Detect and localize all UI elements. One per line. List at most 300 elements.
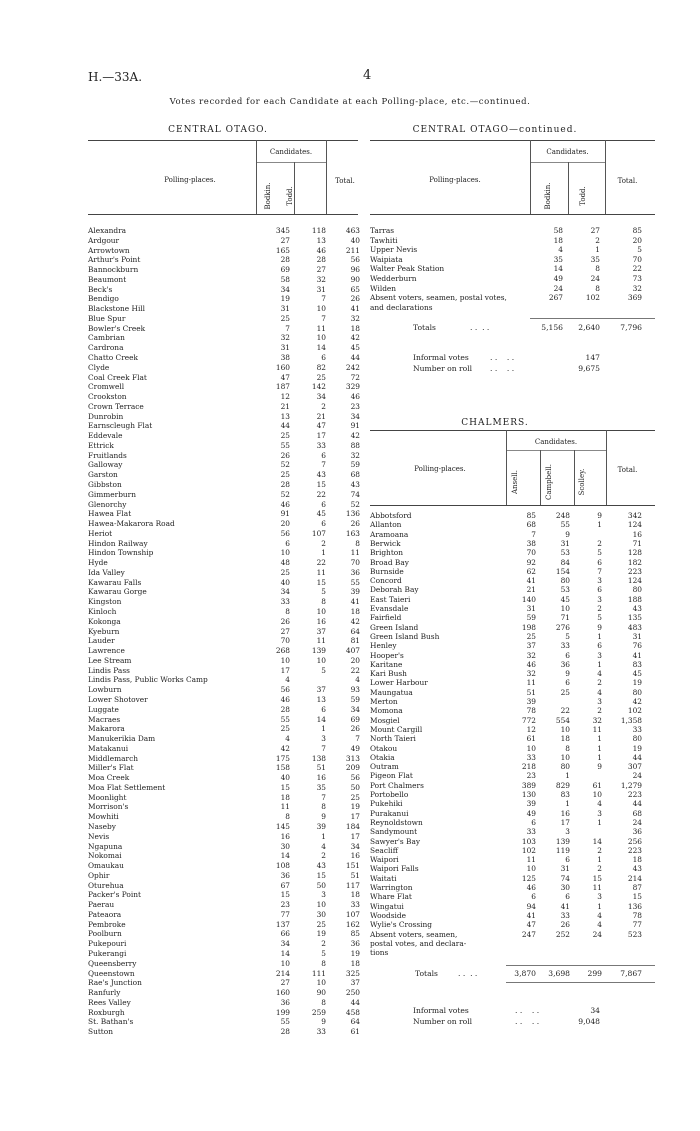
table-row bbox=[88, 402, 363, 411]
table-row bbox=[88, 558, 363, 567]
votes-todd: 2 bbox=[321, 538, 326, 548]
votes-bodkin: 28 bbox=[280, 704, 290, 714]
polling-place-name: East Taieri bbox=[370, 594, 411, 604]
votes-campbell: 53 bbox=[560, 548, 570, 558]
votes-todd: 90 bbox=[316, 988, 326, 998]
table-row bbox=[370, 632, 655, 641]
votes-scolley: 1 bbox=[597, 520, 602, 530]
table-row bbox=[370, 939, 655, 948]
votes-todd: 27 bbox=[590, 226, 600, 235]
votes-todd: 25 bbox=[316, 919, 326, 929]
votes-total: 59 bbox=[350, 460, 360, 470]
votes-bodkin: 137 bbox=[275, 919, 290, 929]
votes-ansell: 51 bbox=[526, 687, 536, 697]
votes-total: 16 bbox=[350, 851, 360, 861]
votes-total: 42 bbox=[350, 333, 360, 343]
votes-bodkin: 48 bbox=[280, 558, 290, 568]
votes-todd: 33 bbox=[316, 440, 326, 450]
polling-place-name: Waipiata bbox=[370, 254, 403, 264]
votes-total: 36 bbox=[350, 567, 360, 577]
votes-bodkin: 23 bbox=[280, 900, 290, 910]
votes-todd: 2 bbox=[321, 401, 326, 411]
votes-total: 32 bbox=[632, 283, 642, 293]
table-row bbox=[88, 519, 363, 528]
polling-place-name: Fairfield bbox=[370, 613, 402, 623]
polling-place-name: Moa Flat Settlement bbox=[88, 782, 166, 792]
votes-total: 39 bbox=[350, 587, 360, 597]
table-row bbox=[88, 900, 363, 909]
votes-scolley: 1 bbox=[597, 901, 602, 911]
votes-ansell: 125 bbox=[521, 873, 536, 883]
page-caption: Votes recorded for each Candidate at each Polling-place, etc.—continued. bbox=[169, 97, 531, 107]
votes-bodkin: 8 bbox=[285, 812, 290, 822]
table-row bbox=[88, 754, 363, 763]
table-row bbox=[370, 678, 655, 687]
informal-votes-label: Informal votes bbox=[413, 353, 469, 362]
polling-place-name: Dunrobin bbox=[88, 411, 124, 421]
column-header-candidates: Candidates. bbox=[269, 148, 313, 156]
votes-scolley: 32 bbox=[592, 715, 602, 725]
polling-place-name: Broad Bay bbox=[370, 557, 409, 567]
votes-todd: 10 bbox=[316, 900, 326, 910]
votes-total: 369 bbox=[627, 293, 642, 303]
table-row bbox=[88, 969, 363, 978]
votes-bodkin: 55 bbox=[280, 714, 290, 724]
table-row bbox=[88, 607, 363, 616]
polling-place-name: Pukepouri bbox=[88, 939, 127, 949]
polling-place-name: Brighton bbox=[370, 548, 403, 558]
polling-place-name: Warrington bbox=[370, 883, 413, 892]
polling-place-name: Lower Harbour bbox=[370, 678, 428, 688]
votes-bodkin: 268 bbox=[275, 646, 290, 656]
votes-total: 85 bbox=[632, 226, 642, 235]
votes-total: 136 bbox=[345, 509, 360, 519]
polling-place-name: Pateaora bbox=[88, 909, 122, 919]
polling-place-name: St. Bathan's bbox=[88, 1017, 134, 1027]
table-row bbox=[88, 978, 363, 987]
votes-total: 17 bbox=[350, 831, 360, 841]
votes-bodkin: 25 bbox=[280, 313, 290, 323]
table-row bbox=[88, 744, 363, 753]
polling-place-name: Miller's Flat bbox=[88, 763, 134, 773]
polling-place-name: Clyde bbox=[88, 362, 110, 372]
polling-place-name: Chatto Creek bbox=[88, 353, 138, 362]
column-header-scolley: Scolley. bbox=[578, 468, 586, 496]
votes-campbell: 22 bbox=[560, 706, 570, 716]
table-row bbox=[88, 627, 363, 636]
votes-bodkin: 25 bbox=[280, 470, 290, 480]
votes-ansell: 78 bbox=[526, 706, 536, 716]
table-row bbox=[88, 773, 363, 782]
votes-total: 80 bbox=[632, 687, 642, 697]
votes-total: 22 bbox=[350, 665, 360, 675]
polling-place-name: Glenorchy bbox=[88, 499, 127, 509]
votes-total: 188 bbox=[627, 594, 642, 604]
votes-todd: 45 bbox=[316, 509, 326, 519]
polling-place-name: and declarations bbox=[370, 302, 433, 312]
votes-total: 52 bbox=[350, 499, 360, 509]
votes-scolley: 1 bbox=[597, 631, 602, 641]
votes-total: 87 bbox=[632, 883, 642, 892]
table-row bbox=[370, 660, 655, 669]
votes-campbell: 9 bbox=[565, 669, 570, 679]
votes-total: 40 bbox=[350, 235, 360, 245]
votes-todd: 11 bbox=[316, 323, 326, 333]
votes-todd: 50 bbox=[316, 880, 326, 890]
votes-total: 223 bbox=[627, 790, 642, 799]
votes-campbell: 31 bbox=[560, 864, 570, 874]
polling-place-name: Coal Creek Flat bbox=[88, 372, 147, 382]
votes-bodkin: 4 bbox=[285, 734, 290, 744]
votes-bodkin: 10 bbox=[280, 655, 290, 665]
number-on-roll-label: Number on roll bbox=[413, 1017, 473, 1026]
votes-campbell: 10 bbox=[560, 752, 570, 762]
polling-place-name: Kokonga bbox=[88, 616, 121, 626]
polling-place-name: Garston bbox=[88, 470, 118, 480]
votes-campbell: 139 bbox=[555, 836, 570, 846]
polling-place-name: Kawarau Gorge bbox=[88, 587, 147, 597]
votes-total: 61 bbox=[350, 1027, 360, 1037]
table-row bbox=[88, 333, 363, 342]
votes-total: 64 bbox=[350, 626, 360, 636]
votes-total: 91 bbox=[350, 421, 360, 431]
votes-ansell: 130 bbox=[521, 790, 536, 799]
table-row bbox=[88, 480, 363, 489]
votes-todd: 11 bbox=[316, 636, 326, 646]
votes-bodkin: 165 bbox=[275, 245, 290, 255]
table-row bbox=[370, 613, 655, 622]
votes-total: 209 bbox=[345, 763, 360, 773]
table-row bbox=[370, 846, 655, 855]
votes-todd: 16 bbox=[316, 773, 326, 783]
votes-todd: 27 bbox=[316, 265, 326, 275]
number-on-roll-label: Number on roll bbox=[413, 364, 473, 373]
polling-place-name: postal votes, and declara- bbox=[370, 938, 467, 948]
votes-campbell: 1 bbox=[565, 799, 570, 809]
votes-scolley: 9 bbox=[597, 622, 602, 632]
table-row bbox=[370, 623, 655, 632]
table-row bbox=[88, 617, 363, 626]
votes-ansell: 102 bbox=[521, 845, 536, 855]
votes-ansell: 85 bbox=[526, 511, 536, 520]
votes-bodkin: 67 bbox=[280, 880, 290, 890]
votes-todd: 1 bbox=[321, 724, 326, 734]
polling-place-name: Lawrence bbox=[88, 646, 125, 656]
polling-place-name: Wedderburn bbox=[370, 274, 417, 283]
votes-bodkin: 27 bbox=[280, 626, 290, 636]
votes-bodkin: 30 bbox=[280, 841, 290, 851]
table-row bbox=[370, 771, 655, 780]
polling-place-name: Kari Bush bbox=[370, 669, 407, 679]
votes-scolley: 3 bbox=[597, 594, 602, 604]
table-row bbox=[88, 861, 363, 870]
table-row bbox=[370, 641, 655, 650]
votes-todd: 10 bbox=[316, 607, 326, 617]
polling-place-name: Rae's Junction bbox=[88, 978, 142, 988]
votes-ansell: 41 bbox=[526, 910, 536, 920]
votes-bodkin: 24 bbox=[553, 283, 563, 293]
votes-bodkin: 11 bbox=[280, 802, 290, 812]
votes-total: 19 bbox=[632, 743, 642, 753]
votes-ansell: 49 bbox=[526, 808, 536, 818]
votes-total: 5 bbox=[637, 245, 642, 255]
votes-todd: 6 bbox=[321, 450, 326, 460]
votes-total: 463 bbox=[345, 226, 360, 235]
polling-place-name: Aramoana bbox=[370, 529, 409, 539]
votes-bodkin: 10 bbox=[280, 548, 290, 558]
votes-total: 458 bbox=[345, 1007, 360, 1017]
votes-bodkin: 4 bbox=[558, 245, 563, 255]
votes-campbell: 16 bbox=[560, 808, 570, 818]
table-row bbox=[88, 324, 363, 333]
votes-total: 211 bbox=[345, 245, 360, 255]
votes-total: 7 bbox=[355, 734, 360, 744]
votes-total: 41 bbox=[350, 597, 360, 607]
polling-place-name: Galloway bbox=[88, 460, 123, 470]
table-row bbox=[370, 818, 655, 827]
table-row bbox=[370, 744, 655, 753]
table-row bbox=[88, 548, 363, 557]
polling-place-name: Hindon Railway bbox=[88, 538, 148, 548]
votes-ansell: 47 bbox=[526, 920, 536, 930]
votes-campbell: 154 bbox=[555, 566, 570, 576]
table-row bbox=[88, 871, 363, 880]
votes-total: 523 bbox=[627, 929, 642, 939]
votes-total: 36 bbox=[350, 939, 360, 949]
votes-ansell: 198 bbox=[521, 622, 536, 632]
votes-bodkin: 69 bbox=[280, 265, 290, 275]
votes-todd: 3 bbox=[321, 734, 326, 744]
table-row bbox=[88, 842, 363, 851]
polling-place-name: Bendigo bbox=[88, 294, 119, 304]
table-row bbox=[370, 781, 655, 790]
table-row bbox=[88, 363, 363, 372]
table-row bbox=[88, 910, 363, 919]
votes-campbell: 45 bbox=[560, 594, 570, 604]
table-row bbox=[88, 636, 363, 645]
column-header-candidates: Candidates. bbox=[534, 438, 578, 446]
votes-bodkin: 32 bbox=[280, 333, 290, 343]
votes-todd: 31 bbox=[316, 284, 326, 294]
table-row bbox=[370, 837, 655, 846]
votes-total: 18 bbox=[350, 607, 360, 617]
votes-total: 68 bbox=[632, 808, 642, 818]
table-row bbox=[88, 763, 363, 772]
votes-total: 32 bbox=[350, 313, 360, 323]
table-row bbox=[370, 567, 655, 576]
votes-total: 162 bbox=[345, 919, 360, 929]
votes-total: 214 bbox=[627, 873, 642, 883]
votes-todd: 9 bbox=[321, 1017, 326, 1027]
votes-total: 55 bbox=[350, 577, 360, 587]
table-row bbox=[370, 293, 655, 302]
votes-bodkin: 8 bbox=[285, 607, 290, 617]
table-row bbox=[88, 587, 363, 596]
votes-todd: 43 bbox=[316, 470, 326, 480]
votes-ansell: 92 bbox=[526, 557, 536, 567]
votes-campbell: 6 bbox=[565, 855, 570, 865]
table-row bbox=[88, 304, 363, 313]
polling-place-name: Cambrian bbox=[88, 333, 125, 343]
votes-total: 41 bbox=[350, 304, 360, 314]
votes-todd: 1 bbox=[321, 831, 326, 841]
votes-total: 43 bbox=[350, 480, 360, 490]
votes-ansell: 33 bbox=[526, 827, 536, 837]
polling-place-name: Tawhiti bbox=[370, 235, 398, 245]
votes-campbell: 18 bbox=[560, 734, 570, 744]
polling-place-name: Sandymount bbox=[370, 827, 418, 837]
table-row bbox=[370, 539, 655, 548]
votes-todd: 8 bbox=[595, 264, 600, 274]
votes-scolley: 4 bbox=[597, 687, 602, 697]
votes-bodkin: 46 bbox=[280, 694, 290, 704]
table-row bbox=[88, 275, 363, 284]
chalmers-title: CHALMERS. bbox=[461, 418, 529, 428]
votes-campbell: 30 bbox=[560, 883, 570, 892]
votes-ansell: 46 bbox=[526, 659, 536, 669]
votes-campbell: 252 bbox=[555, 929, 570, 939]
votes-todd: 46 bbox=[316, 245, 326, 255]
number-on-roll-value: 9,048 bbox=[578, 1017, 600, 1026]
polling-place-name: Kinloch bbox=[88, 607, 117, 617]
polling-place-name: Sawyer's Bay bbox=[370, 836, 421, 846]
totals-todd: 2,640 bbox=[578, 323, 600, 332]
votes-campbell: 6 bbox=[565, 650, 570, 660]
table-row bbox=[370, 827, 655, 836]
polling-place-name: Seacliff bbox=[370, 845, 398, 855]
polling-place-name: Ngapuna bbox=[88, 841, 123, 851]
votes-total: 313 bbox=[345, 753, 360, 763]
votes-ansell: 10 bbox=[526, 743, 536, 753]
polling-place-name: Hooper's bbox=[370, 650, 404, 660]
table-row bbox=[88, 421, 363, 430]
polling-place-name: Queensberry bbox=[88, 958, 137, 968]
table-row bbox=[88, 246, 363, 255]
votes-bodkin: 91 bbox=[280, 509, 290, 519]
number-on-roll-value: 9,675 bbox=[578, 364, 600, 373]
votes-bodkin: 214 bbox=[275, 968, 290, 978]
table-row bbox=[370, 762, 655, 771]
votes-bodkin: 14 bbox=[553, 264, 563, 274]
votes-bodkin: 77 bbox=[280, 909, 290, 919]
votes-total: 18 bbox=[350, 890, 360, 900]
votes-ansell: 10 bbox=[526, 864, 536, 874]
polling-place-name: Upper Nevis bbox=[370, 245, 418, 255]
votes-todd: 139 bbox=[311, 646, 326, 656]
polling-place-name: Rees Valley bbox=[88, 997, 131, 1007]
votes-bodkin: 31 bbox=[280, 304, 290, 314]
votes-total: 256 bbox=[627, 836, 642, 846]
votes-total: 342 bbox=[627, 511, 642, 520]
votes-total: 124 bbox=[627, 576, 642, 586]
table-row bbox=[88, 412, 363, 421]
polling-place-name: Kawarau Falls bbox=[88, 577, 142, 587]
votes-total: 51 bbox=[350, 870, 360, 880]
table-row bbox=[370, 688, 655, 697]
votes-bodkin: 26 bbox=[280, 616, 290, 626]
votes-scolley: 3 bbox=[597, 808, 602, 818]
table-row bbox=[88, 441, 363, 450]
votes-scolley: 14 bbox=[592, 836, 602, 846]
polling-place-name: Beck's bbox=[88, 284, 113, 294]
polling-place-name: Momona bbox=[370, 706, 403, 716]
votes-campbell: 276 bbox=[555, 622, 570, 632]
table-row bbox=[370, 595, 655, 604]
polling-place-name: Ophir bbox=[88, 870, 110, 880]
table-row bbox=[370, 255, 655, 264]
votes-total: 33 bbox=[350, 900, 360, 910]
votes-total: 45 bbox=[350, 343, 360, 353]
votes-total: 26 bbox=[350, 519, 360, 529]
votes-bodkin: 46 bbox=[280, 499, 290, 509]
votes-ansell: 11 bbox=[526, 678, 536, 688]
totals-scolley: 299 bbox=[587, 969, 602, 978]
votes-total: 70 bbox=[632, 254, 642, 264]
votes-total: 182 bbox=[627, 557, 642, 567]
votes-scolley: 5 bbox=[597, 613, 602, 623]
votes-scolley: 2 bbox=[597, 706, 602, 716]
table-row bbox=[370, 706, 655, 715]
table-row bbox=[370, 902, 655, 911]
polling-place-name: Middlemarch bbox=[88, 753, 138, 763]
votes-total: 18 bbox=[632, 855, 642, 865]
polling-place-name: Pigeon Flat bbox=[370, 771, 413, 781]
votes-scolley: 4 bbox=[597, 669, 602, 679]
votes-scolley: 3 bbox=[597, 697, 602, 706]
polling-place-name: Maungatua bbox=[370, 687, 413, 697]
votes-scolley: 3 bbox=[597, 576, 602, 586]
votes-bodkin: 160 bbox=[275, 362, 290, 372]
column-header-polling: Polling-places. bbox=[414, 465, 466, 473]
table-row bbox=[370, 511, 655, 520]
section-title: CENTRAL OTAGO. bbox=[168, 125, 268, 135]
polling-place-name: Hyde bbox=[88, 558, 108, 568]
votes-todd: 9 bbox=[321, 812, 326, 822]
votes-total: 46 bbox=[350, 392, 360, 402]
votes-total: 33 bbox=[632, 724, 642, 734]
table-row bbox=[88, 568, 363, 577]
votes-todd: 21 bbox=[316, 411, 326, 421]
votes-todd: 14 bbox=[316, 343, 326, 353]
votes-campbell: 10 bbox=[560, 604, 570, 613]
votes-ansell: 31 bbox=[526, 604, 536, 613]
votes-scolley: 2 bbox=[597, 678, 602, 688]
votes-todd: 10 bbox=[316, 978, 326, 988]
polling-place-name: Eddevale bbox=[88, 431, 123, 441]
votes-total: 34 bbox=[350, 704, 360, 714]
votes-todd: 28 bbox=[316, 255, 326, 265]
polling-place-name: Macraes bbox=[88, 714, 121, 724]
votes-todd: 15 bbox=[316, 480, 326, 490]
polling-place-name: Waipori Falls bbox=[370, 864, 419, 874]
votes-ansell: 94 bbox=[526, 901, 536, 911]
votes-ansell: 39 bbox=[526, 799, 536, 809]
votes-total: 8 bbox=[355, 538, 360, 548]
table-row bbox=[370, 874, 655, 883]
votes-total: 117 bbox=[345, 880, 360, 890]
polling-place-name: Morrison's bbox=[88, 802, 129, 812]
votes-campbell: 554 bbox=[555, 715, 570, 725]
votes-bodkin: 56 bbox=[280, 528, 290, 538]
votes-campbell: 74 bbox=[560, 873, 570, 883]
polling-place-name: Merton bbox=[370, 697, 398, 706]
votes-bodkin: 58 bbox=[280, 274, 290, 284]
table-row bbox=[370, 576, 655, 585]
polling-place-name: Lowburn bbox=[88, 685, 122, 695]
votes-total: 45 bbox=[632, 669, 642, 679]
votes-total: 15 bbox=[632, 892, 642, 902]
votes-total: 44 bbox=[350, 353, 360, 362]
